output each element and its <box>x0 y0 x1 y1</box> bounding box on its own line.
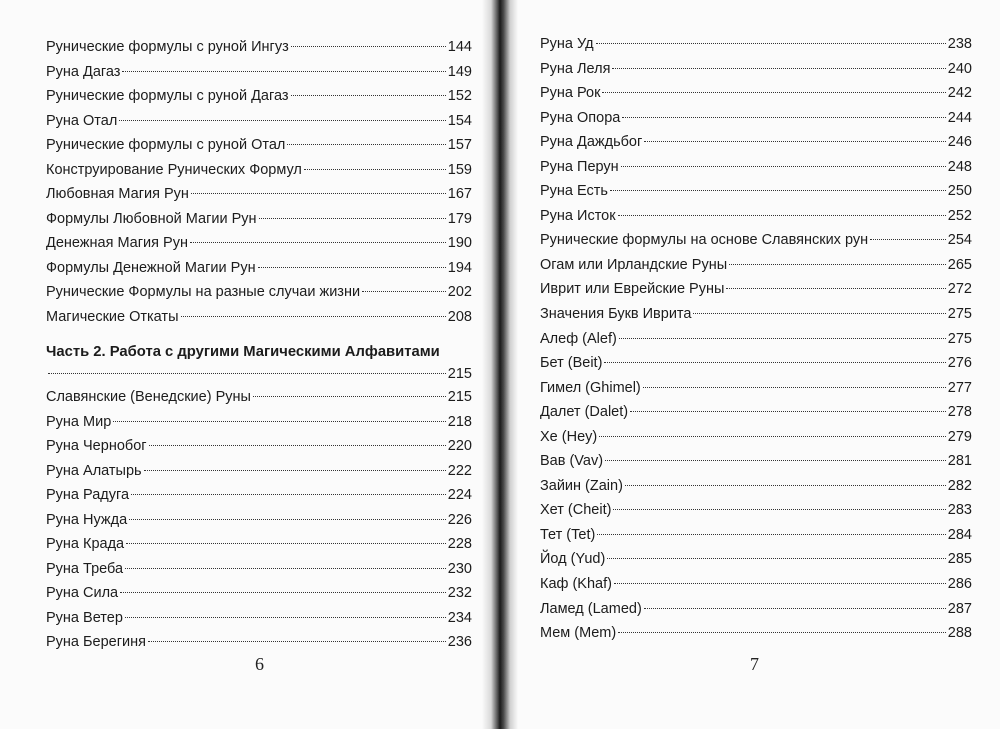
toc-entry[interactable] <box>540 81 972 106</box>
toc-entry-page: 222 <box>447 462 472 479</box>
toc-entry-title: Руна Есть <box>540 183 608 200</box>
toc-entry-title: Рунические Формулы на разные случаи жизни <box>46 284 361 300</box>
toc-entry-page: 242 <box>947 85 972 102</box>
toc-entry[interactable] <box>46 158 472 183</box>
dot-leader <box>618 632 946 633</box>
toc-entry-title: Хет (Cheit) <box>540 502 612 519</box>
dot-leader <box>726 288 945 289</box>
toc-entry-page: 152 <box>447 88 472 104</box>
dot-leader <box>604 362 945 363</box>
toc-entry-page: 224 <box>447 487 472 503</box>
dot-leader <box>621 166 946 167</box>
dot-leader <box>607 558 945 559</box>
toc-entry-title: Рунические формулы с руной Дагаз <box>46 88 289 104</box>
toc-entry-title: Руна Перун <box>540 158 619 175</box>
toc-entry-page: 194 <box>447 259 472 276</box>
toc-entry-title: Руна Мир <box>46 413 112 430</box>
dot-leader <box>622 117 945 118</box>
toc-entry-title: Вав (Vav) <box>540 453 604 470</box>
dot-leader <box>190 242 446 243</box>
toc-entry-title: Любовная Магия Рун <box>46 186 189 202</box>
toc-entry-page: 208 <box>447 308 472 325</box>
dot-leader <box>287 144 445 145</box>
toc-entry-title: Руна Уд <box>540 36 594 52</box>
toc-entry[interactable] <box>46 532 472 557</box>
toc-entry[interactable] <box>46 256 472 281</box>
toc-entry[interactable] <box>540 572 972 597</box>
toc-entry-page: 232 <box>447 585 472 601</box>
toc-entry-page: 144 <box>447 39 472 55</box>
toc-entry-page: 154 <box>447 112 472 129</box>
toc-entry-title: Иврит или Еврейские Руны <box>540 281 725 298</box>
toc-entry-title: Руна Леля <box>540 60 611 77</box>
toc-entry[interactable] <box>540 106 972 131</box>
toc-entry-title: Руна Крада <box>46 536 125 552</box>
toc-entry-page: 252 <box>947 207 972 224</box>
dot-leader <box>625 485 946 486</box>
toc-entry-page: 275 <box>947 330 972 347</box>
toc-entry[interactable] <box>540 179 972 204</box>
toc-entry-page: 288 <box>947 625 972 642</box>
toc-entry[interactable] <box>540 57 972 82</box>
toc-entry[interactable] <box>46 508 472 533</box>
toc-entry[interactable] <box>46 133 472 158</box>
toc-entry[interactable] <box>540 449 972 474</box>
toc-entry-page: 248 <box>947 158 972 175</box>
page-number-left: 6 <box>255 654 264 674</box>
toc-entry-title: Тет (Tet) <box>540 526 596 543</box>
toc-entry-title: Магические Откаты <box>46 308 179 325</box>
toc-entry-title: Руна Исток <box>540 207 616 224</box>
toc-entry-page: 149 <box>447 63 472 80</box>
toc-entry-page: 157 <box>447 137 472 153</box>
toc-entry-page: 284 <box>947 526 972 543</box>
toc-entry-page: 286 <box>947 576 972 593</box>
dot-leader <box>129 519 446 520</box>
dot-leader <box>304 169 446 170</box>
dot-leader <box>643 387 946 388</box>
toc-entry[interactable] <box>540 621 972 646</box>
toc-entry[interactable] <box>540 253 972 278</box>
dot-leader <box>125 568 446 569</box>
toc-entry-page: 179 <box>447 210 472 227</box>
toc-entry[interactable] <box>46 630 472 655</box>
toc-entry[interactable] <box>540 400 972 425</box>
toc-entry-title: Денежная Магия Рун <box>46 235 188 251</box>
toc-entry[interactable] <box>46 459 472 484</box>
toc-entry[interactable] <box>46 60 472 85</box>
dot-leader <box>693 313 945 314</box>
toc-entry-title: Руна Радуга <box>46 487 130 503</box>
toc-entry-title: Гимел (Ghimel) <box>540 379 641 396</box>
toc-entry[interactable] <box>540 498 972 523</box>
toc-entry[interactable] <box>46 606 472 631</box>
section-spacer <box>46 329 472 341</box>
toc-entry-title: Бет (Beit) <box>540 355 603 372</box>
toc-entry-title: Руна Рок <box>540 85 601 102</box>
toc-entry-title: Руна Опора <box>540 109 621 126</box>
toc-entry-page: 278 <box>947 404 972 421</box>
toc-entry-title: Огам или Ирландские Руны <box>540 256 728 273</box>
toc-entry-title: Рунические формулы на основе Славянских рун <box>540 232 869 249</box>
toc-left-list <box>46 35 472 655</box>
toc-entry[interactable] <box>540 155 972 180</box>
dot-leader <box>291 95 446 96</box>
toc-entry[interactable] <box>46 84 472 109</box>
dot-leader <box>113 421 446 422</box>
toc-entry-title: Рунические формулы с руной Ингуз <box>46 39 289 55</box>
toc-entry-page: 272 <box>947 281 972 298</box>
toc-entry-page: 283 <box>947 502 972 519</box>
dot-leader <box>120 592 446 593</box>
toc-entry[interactable] <box>46 231 472 256</box>
toc-entry-page: 215 <box>447 389 472 405</box>
toc-entry[interactable] <box>540 376 972 401</box>
toc-entry[interactable] <box>540 425 972 450</box>
toc-entry-title: Руна Алатырь <box>46 462 142 479</box>
toc-entry-page: 220 <box>447 438 472 454</box>
toc-entry-page: 244 <box>947 109 972 126</box>
toc-entry[interactable] <box>540 547 972 572</box>
part-heading-leader-row <box>46 363 472 385</box>
toc-entry[interactable] <box>540 351 972 376</box>
toc-entry-page: 246 <box>947 134 972 151</box>
dot-leader <box>131 494 446 495</box>
toc-entry-title: Зайин (Zain) <box>540 477 623 494</box>
dot-leader <box>362 291 446 292</box>
page-number-right: 7 <box>750 654 759 674</box>
dot-leader <box>612 68 945 69</box>
dot-leader <box>619 338 946 339</box>
dot-leader <box>48 373 446 374</box>
toc-entry[interactable] <box>46 385 472 410</box>
toc-entry-title: Руна Отал <box>46 112 118 129</box>
toc-entry[interactable] <box>540 130 972 155</box>
toc-entry-title: Рунические формулы с руной Отал <box>46 137 286 153</box>
toc-entry-page: 226 <box>447 511 472 528</box>
dot-leader <box>291 46 446 47</box>
toc-entry-title: Конструирование Рунических Формул <box>46 161 302 178</box>
dot-leader <box>258 267 446 268</box>
toc-entry[interactable] <box>540 204 972 229</box>
toc-entry-page: 230 <box>447 560 472 577</box>
toc-entry-title: Руна Ветер <box>46 609 123 626</box>
toc-entry-title: Руна Сила <box>46 585 119 601</box>
toc-entry-title: Каф (Khaf) <box>540 576 612 593</box>
dot-leader <box>144 470 446 471</box>
dot-leader <box>599 436 946 437</box>
toc-entry-title: Руна Треба <box>46 560 124 577</box>
toc-entry-page: 240 <box>947 60 972 77</box>
toc-entry-page: 282 <box>947 477 972 494</box>
dot-leader <box>644 608 946 609</box>
toc-entry-page: 276 <box>947 355 972 372</box>
dot-leader <box>729 264 946 265</box>
dot-leader <box>613 509 945 510</box>
toc-entry-title: Ламед (Lamed) <box>540 600 642 617</box>
dot-leader <box>119 120 445 121</box>
toc-entry[interactable] <box>540 32 972 57</box>
toc-entry[interactable] <box>540 228 972 253</box>
toc-entry-page: 281 <box>947 453 972 470</box>
toc-entry-page: 234 <box>447 609 472 626</box>
dot-leader <box>125 617 446 618</box>
toc-entry[interactable] <box>46 557 472 582</box>
toc-entry[interactable] <box>540 597 972 622</box>
dot-leader <box>870 239 946 240</box>
toc-entry[interactable] <box>46 109 472 134</box>
toc-entry-page: 190 <box>447 235 472 251</box>
toc-entry[interactable] <box>46 182 472 207</box>
toc-entry-page: 236 <box>447 634 472 650</box>
toc-entry[interactable] <box>540 327 972 352</box>
dot-leader <box>597 534 946 535</box>
toc-entry-title: Значения Букв Иврита <box>540 306 692 323</box>
dot-leader <box>605 460 946 461</box>
toc-entry-title: Руна Чернобог <box>46 438 147 454</box>
dot-leader <box>602 92 945 93</box>
toc-entry-page: 285 <box>947 551 972 568</box>
toc-entry[interactable] <box>540 523 972 548</box>
toc-entry[interactable] <box>46 207 472 232</box>
toc-entry-page: 218 <box>447 413 472 430</box>
toc-entry-page: 250 <box>947 183 972 200</box>
dot-leader <box>148 641 446 642</box>
toc-entry-page: 228 <box>447 536 472 552</box>
dot-leader <box>122 71 445 72</box>
toc-entry[interactable] <box>46 434 472 459</box>
toc-entry-title: Хе (Hey) <box>540 428 598 445</box>
toc-entry-title: Руна Берегиня <box>46 634 146 650</box>
toc-entry-page: 279 <box>947 428 972 445</box>
dot-leader <box>126 543 446 544</box>
toc-entry-title: Йод (Yud) <box>540 551 606 568</box>
part-heading-title: Часть 2. Работа с другими Магическими Алфавитами <box>46 344 440 360</box>
toc-entry-title: Руна Нужда <box>46 511 128 528</box>
toc-right-list <box>540 32 972 646</box>
toc-entry-page: 275 <box>947 306 972 323</box>
dot-leader <box>181 316 446 317</box>
toc-entry[interactable] <box>46 483 472 508</box>
dot-leader <box>191 193 446 194</box>
toc-entry-page: 238 <box>947 36 972 52</box>
dot-leader <box>618 215 946 216</box>
toc-entry[interactable] <box>46 581 472 606</box>
toc-entry-title: Руна Даждьбог <box>540 134 643 151</box>
toc-entry-page: 265 <box>947 256 972 273</box>
dot-leader <box>610 190 946 191</box>
toc-entry-page: 167 <box>447 186 472 202</box>
toc-entry-title: Формулы Денежной Магии Рун <box>46 259 256 276</box>
toc-entry-title: Руна Дагаз <box>46 63 121 80</box>
toc-entry-title: Формулы Любовной Магии Рун <box>46 210 257 227</box>
part-heading-page: 215 <box>447 366 472 382</box>
toc-entry[interactable] <box>540 277 972 302</box>
part-heading[interactable] <box>46 341 472 385</box>
dot-leader <box>596 43 946 44</box>
toc-entry-page: 277 <box>947 379 972 396</box>
toc-entry-page: 254 <box>947 232 972 249</box>
toc-entry[interactable] <box>46 410 472 435</box>
toc-entry-title: Далет (Dalet) <box>540 404 629 421</box>
toc-entry[interactable] <box>46 35 472 60</box>
toc-entry[interactable] <box>540 474 972 499</box>
book-gutter <box>482 0 518 729</box>
toc-entry[interactable] <box>46 280 472 305</box>
dot-leader <box>253 396 446 397</box>
dot-leader <box>644 141 946 142</box>
dot-leader <box>630 411 946 412</box>
dot-leader <box>259 218 446 219</box>
toc-entry[interactable] <box>46 305 472 330</box>
dot-leader <box>614 583 946 584</box>
dot-leader <box>149 445 446 446</box>
toc-entry-title: Мем (Mem) <box>540 625 617 642</box>
toc-entry-title: Алеф (Alef) <box>540 330 617 347</box>
toc-entry-page: 287 <box>947 600 972 617</box>
toc-entry[interactable] <box>540 302 972 327</box>
toc-entry-page: 159 <box>447 161 472 178</box>
toc-entry-title: Славянские (Венедские) Руны <box>46 389 251 405</box>
toc-entry-page: 202 <box>447 284 472 300</box>
